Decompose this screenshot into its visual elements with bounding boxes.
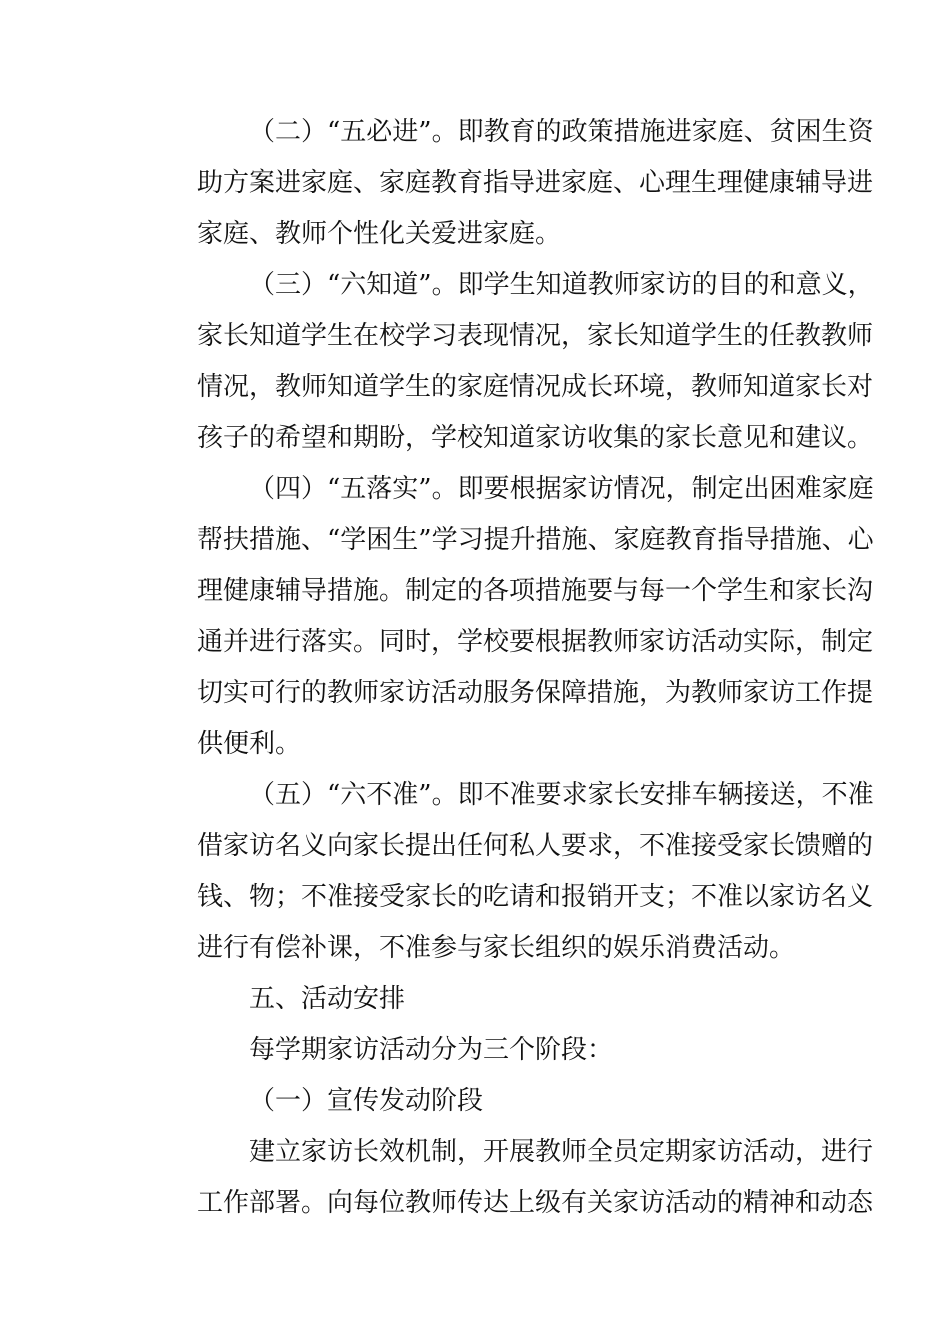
- text-line: （一）宣传发动阶段: [249, 1086, 484, 1116]
- text-line: 孩子的希望和期盼，学校知道家访收集的家长意见和建议。: [197, 423, 874, 453]
- text-line: 家庭、教师个性化关爱进家庭。: [197, 219, 562, 249]
- text-line: 帮扶措施、“学困生”学习提升措施、家庭教育指导措施、心: [197, 525, 874, 555]
- paragraph-three-stages: [145, 1025, 810, 1076]
- text-line: （三）“六知道”。即学生知道教师家访的目的和意义，: [249, 270, 874, 300]
- section-heading-activity-arrangement: [145, 974, 810, 1025]
- text-line: 工作部署。向每位教师传达上级有关家访活动的精神和动态: [197, 1188, 874, 1218]
- text-line: 每学期家访活动分为三个阶段：: [249, 1035, 614, 1065]
- text-line: 助方案进家庭、家庭教育指导进家庭、心理生理健康辅导进: [197, 168, 874, 198]
- text-line: （五）“六不准”。即不准要求家长安排车辆接送，不准: [249, 780, 874, 810]
- text-line: （二）“五必进”。即教育的政策措施进家庭、贫困生资: [249, 117, 874, 147]
- text-line: 进行有偿补课，不准参与家长组织的娱乐消费活动。: [197, 933, 796, 963]
- text-line: 家长知道学生在校学习表现情况，家长知道学生的任教教师: [197, 321, 874, 351]
- text-line: 理健康辅导措施。制定的各项措施要与每一个学生和家长沟: [197, 576, 874, 606]
- paragraph-wu-luo-shi: [145, 464, 874, 770]
- paragraph-liu-bu-zhun: [145, 770, 874, 974]
- paragraph-liu-zhi-dao: [145, 260, 874, 464]
- document-body: [145, 107, 874, 1229]
- paragraph-mechanism: [145, 1127, 874, 1229]
- text-line: 建立家访长效机制，开展教师全员定期家访活动，进行: [249, 1137, 874, 1167]
- paragraph-wu-bi-jin: [145, 107, 874, 260]
- text-line: （四）“五落实”。即要根据家访情况，制定出困难家庭: [249, 474, 874, 504]
- text-line: 钱、物；不准接受家长的吃请和报销开支；不准以家访名义: [197, 882, 874, 912]
- text-line: 借家访名义向家长提出任何私人要求，不准接受家长馈赠的: [197, 831, 874, 861]
- text-line: 五、活动安排: [249, 984, 406, 1014]
- text-line: 切实可行的教师家访活动服务保障措施，为教师家访工作提: [197, 678, 874, 708]
- text-line: 情况，教师知道学生的家庭情况成长环境，教师知道家长对: [197, 372, 874, 402]
- text-line: 供便利。: [197, 729, 302, 759]
- text-line: 通并进行落实。同时，学校要根据教师家访活动实际，制定: [197, 627, 874, 657]
- subheading-stage-one: [145, 1076, 810, 1127]
